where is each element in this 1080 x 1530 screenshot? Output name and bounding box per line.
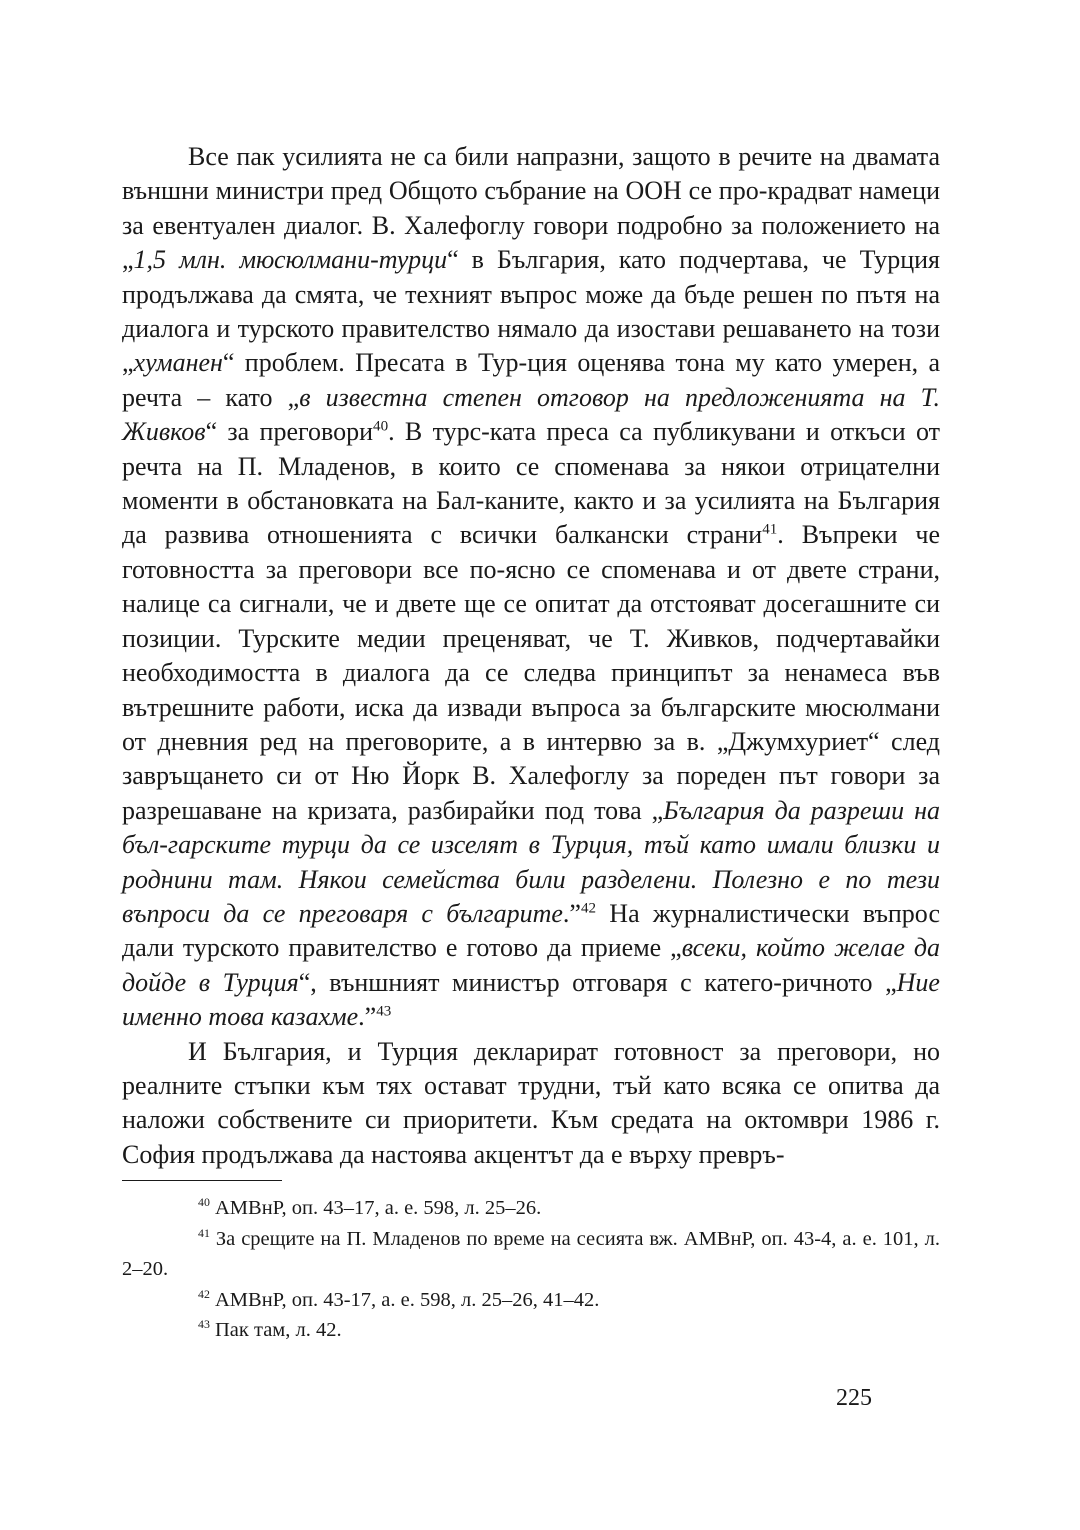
footnote-40 — [122, 1193, 940, 1224]
text-run: . В турс-ката преса са публикувани и откъси от речта на П. Младенов, в които се споменава за някои отрицателни моменти в обстановката на Бал-каните, както и за усилията на България да развива отношенията с всички балкански страни — [122, 417, 940, 550]
text-run: “ в България, като подчертава, че Турция продължава да смята, че техният въпрос може да бъде решен по пътя на диалога и турското правителство нямало да изостави решаването на този „ — [122, 245, 941, 378]
footnote-number: 40 — [198, 1195, 210, 1210]
body-paragraph-1 — [122, 140, 940, 1035]
text-run: Все пак усилията не са били напразни, защото в речите на двамата външни министри пред Общото събрание на ООН се про-крадват намеци за евентуален диалог. В. Халефоглу говори подробно за положението на „ — [122, 142, 940, 275]
footnote-divider — [122, 1180, 282, 1181]
text-run: .” — [358, 1002, 377, 1032]
footnote-number: 43 — [198, 1317, 210, 1332]
page-content — [122, 140, 940, 1346]
quote-we-said-exactly-that: Ние именно това казахме — [122, 967, 940, 1032]
footnote-ref-42[interactable]: 42 — [580, 900, 597, 917]
quote-anyone-who-wishes: всеки, който желае да дойде в Турция — [122, 933, 940, 997]
text-run: “, външният министър отговаря с катего-ричното „ — [298, 967, 897, 997]
text-run: . Въпреки че готовността за преговори все по-ясно се споменава и от двете страни, налице са сигнали, че и двете ще се опитат да отстояват досегашните си позиции. Турските медии преценяват, че Т. Живков, подчертавайки необходимостта в диалога да се следва принципът за ненамеса във вътрешните работи, иска да извади въпроса за българските мюсюлмани от дневния ред на преговорите, а в интервю за в. „Джумхуриет“ след завръщането си от Ню Йорк В. Халефоглу за пореден път говори за разрешаване на кризата, разбирайки под това „ — [122, 520, 940, 825]
footnote-text: Пак там, л. 42. — [209, 1319, 342, 1342]
text-run: .” — [562, 898, 581, 928]
quote-response-to-zhivkov: в известна степен отговор на предложенията на Т. Живков — [122, 382, 941, 447]
footnote-43 — [122, 1315, 940, 1346]
footnote-ref-43[interactable]: 43 — [376, 1003, 392, 1020]
text-run: На журналистически въпрос дали турското правителство е готово да приеме „ — [122, 898, 940, 963]
footnote-ref-40[interactable]: 40 — [373, 418, 389, 435]
page-number: 225 — [836, 1385, 872, 1411]
footnote-number: 41 — [198, 1225, 210, 1240]
footnote-text: АМВнР, оп. 43–17, а. е. 598, л. 25–26. — [209, 1197, 542, 1220]
quote-1-5-million: 1,5 млн. мюсюлмани-турци — [133, 245, 448, 275]
footnote-42 — [122, 1285, 940, 1316]
text-run: “ проблем. Пресата в Тур-ция оценява тона му като умерен, а речта – като „ — [122, 348, 940, 412]
body-paragraph-2: И България, и Турция декларират готовност за преговори, но реалните стъпки към тях остават трудни, тъй като всяка се опитва да наложи собствените си приоритети. Към средата на октомври 1986 г. София продължава да настоява акцентът да е върху превръ- — [122, 1036, 940, 1169]
footnote-text: За срещите на П. Младенов по време на сесията вж. АМВнР, оп. 43-4, а. е. 101, л. 2–20. — [122, 1227, 940, 1281]
quote-bulgaria-allow-emigration: България да разреши на бъл-гарските турци да се изселят в Турция, тъй като имали близки и роднини там. Някои семейства били разделени. Полезно е по тези въпроси да се преговаря с българите — [122, 795, 940, 928]
text-run: “ за преговори — [205, 417, 374, 447]
footnotes — [122, 1193, 940, 1346]
quote-humane: хуманен — [133, 348, 223, 378]
footnote-number: 42 — [198, 1286, 210, 1301]
footnote-ref-41[interactable]: 41 — [762, 521, 778, 538]
footnote-text: АМВнР, оп. 43-17, а. е. 598, л. 25–26, 41–42. — [209, 1288, 600, 1311]
footnote-41 — [122, 1224, 940, 1285]
